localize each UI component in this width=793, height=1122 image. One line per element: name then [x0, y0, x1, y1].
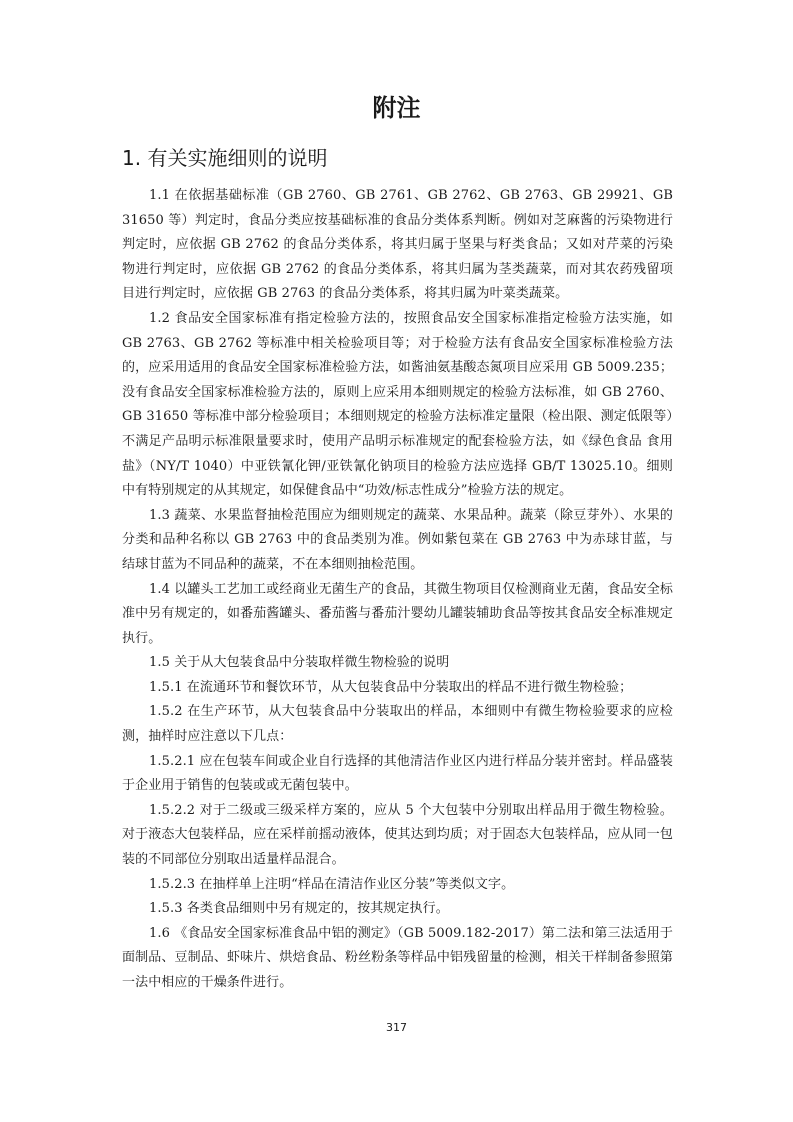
paragraph-1-5: 1.5 关于从大包装食品中分装取样微生物检验的说明 [149, 655, 450, 671]
paragraph-1-1: 1.1 在依据基础标准（GB 2760、GB 2761、GB 2762、GB 2763、GB 29921、GB 31650 等）判定时，食品分类应按基础标准的食品分类体系判断。例如对芝麻酱的污染物进行判定时，应依据 GB 2762 的食品分类体系，将其归属于坚果与籽类食品；又如对芹菜的污染物进行判定时，应依据 GB 2762 的食品分类体系，将其归属为茎类蔬菜，而对其农药残留项目进行判定时，应依据 GB 2763 的食品分类体系，将其归属为叶菜类蔬菜。 [122, 188, 673, 302]
paragraph-1-5-1: 1.5.1 在流通环节和餐饮环节，从大包装食品中分装取出的样品不进行微生物检验； [149, 679, 633, 695]
body-text [122, 184, 673, 996]
paragraph-1-5-3: 1.5.3 各类食品细则中另有规定的，按其规定执行。 [149, 901, 449, 917]
paragraph-1-6: 1.6 《食品安全国家标准食品中铝的测定》（GB 5009.182-2017）第二法和第三法适用于面制品、豆制品、虾味片、烘焙食品、粉丝粉条等样品中铝残留量的检测，相关干样制备参照第一法中相应的干燥条件进行。 [122, 925, 673, 990]
section-heading: 1. 有关实施细则的说明 [122, 146, 328, 170]
page-number: 317 [386, 1021, 407, 1034]
paragraph-1-5-2-1: 1.5.2.1 应在包装车间或企业自行选择的其他清洁作业区内进行样品分装并密封。样品盛装于企业用于销售的包装或或无菌包装中。 [122, 753, 673, 794]
paragraph-1-4: 1.4 以罐头工艺加工或经商业无菌生产的食品，其微生物项目仅检测商业无菌，食品安全标准中另有规定的，如番茄酱罐头、番茄酱与番茄汁婴幼儿罐装辅助食品等按其食品安全标准规定执行。 [122, 581, 673, 646]
paragraph-1-5-2-3: 1.5.2.3 在抽样单上注明“样品在清洁作业区分装”等类似文字。 [149, 876, 515, 892]
paragraph-1-3: 1.3 蔬菜、水果监督抽检范围应为细则规定的蔬菜、水果品种。蔬菜（除豆芽外）、水果的分类和品种名称以 GB 2763 中的食品类别为准。例如紫包菜在 GB 2763 中为赤球甘蓝，与结球甘蓝为不同品种的蔬菜，不在本细则抽检范围。 [122, 507, 673, 572]
paragraph-1-2: 1.2 食品安全国家标准有指定检验方法的，按照食品安全国家标准指定检验方法实施，如 GB 2763、GB 2762 等标准中相关检验项目等；对于检验方法有食品安全国家标准检验方法的，应采用适用的食品安全国家标准检验方法，如酱油氨基酸态氮项目应采用 GB 5009.235；没有食品安全国家标准检验方法的，原则上应采用本细则规定的检验方法标准，如 GB 2760、GB 31650 等标准中部分检验项目；本细则规定的检验方法标准定量限（检出限、测定低限等）不满足产品明示标准限量要求时，使用产品明示标准规定的配套检验方法，如《绿色食品 食用盐》（NY/T 1040）中亚铁氰化钾/亚铁氰化钠项目的检验方法应选择 GB/T 13025.10。细则中有特别规定的从其规定，如保健食品中“功效/标志性成分”检验方法的规定。 [122, 310, 673, 499]
paragraph-1-5-2: 1.5.2 在生产环节，从大包装食品中分装取出的样品，本细则中有微生物检验要求的应检测，抽样时应注意以下几点： [122, 704, 673, 745]
paragraph-1-5-2-2: 1.5.2.2 对于二级或三级采样方案的，应从 5 个大包装中分别取出样品用于微生物检验。对于液态大包装样品，应在采样前摇动液体，使其达到均质；对于固态大包装样品，应从同一包装的不同部位分别取出适量样品混合。 [122, 802, 673, 868]
page-title: 附注 [372, 94, 421, 122]
